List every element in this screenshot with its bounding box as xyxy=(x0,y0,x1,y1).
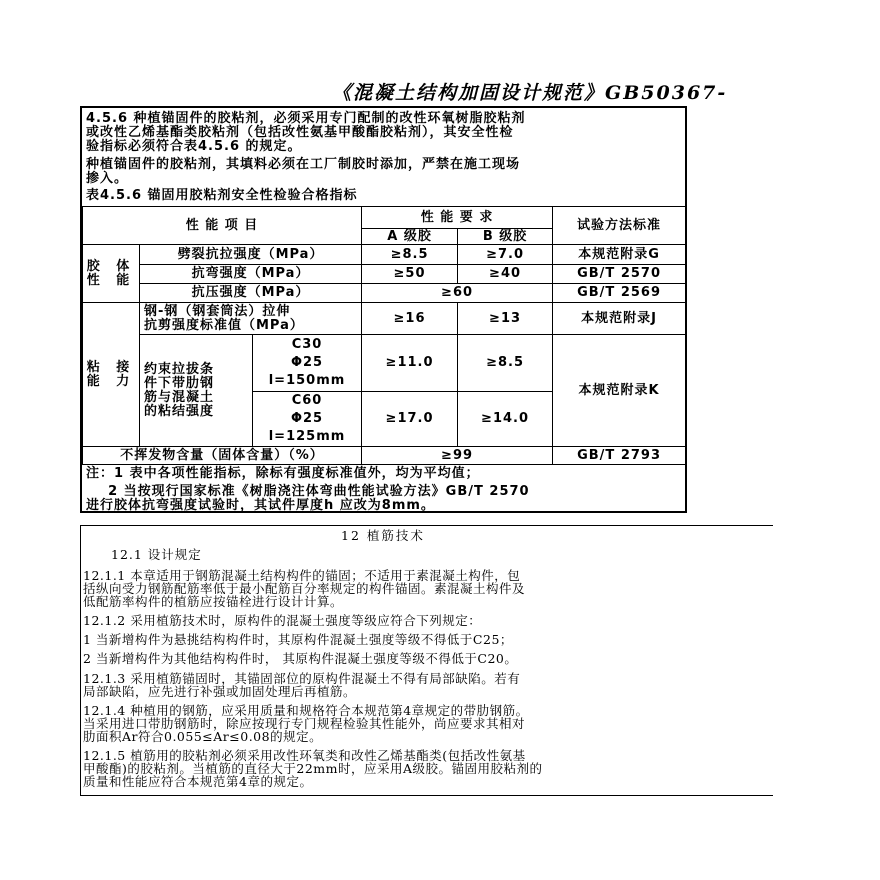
header-grade-b: B 级胶 xyxy=(458,229,553,245)
test-method: GB/T 2569 xyxy=(553,284,686,303)
table-row xyxy=(83,303,686,335)
clause-12-1-4-line3: 肋面积Ar符合0.055≤Ar≤0.08的规定。 xyxy=(83,729,323,744)
clause-12-1-3-line2: 局部缺陷，应先进行补强或加固处理后再植筋。 xyxy=(83,684,357,699)
table-header-row xyxy=(83,207,686,229)
group-adhesive-properties xyxy=(83,245,140,303)
clause-4-5-6-line1: 4.5.6 种植锚固件的胶粘剂，必须采用专门配制的改性环氧树脂胶粘剂 xyxy=(86,111,526,126)
rebar-planting-section xyxy=(80,525,773,796)
table-caption: 表4.5.6 锚固用胶粘剂安全性检验合格指标 xyxy=(86,188,358,203)
table-row xyxy=(83,245,686,265)
header-test-method: 试验方法标准 xyxy=(553,207,686,245)
row-name: 劈裂抗拉强度（MPa） xyxy=(140,245,362,265)
group-label: 粘 接 xyxy=(86,359,136,375)
clause-12-1-5-line2: 甲酸酯)的胶粘剂。当植筋的直径大于22mm时，应采用A级胶。锚固用胶粘剂的 xyxy=(83,761,543,776)
document-title: 《混凝土结构加固设计规范》GB50367- xyxy=(332,82,728,102)
condition-line: l=150mm xyxy=(268,373,346,388)
condition-line: l=125mm xyxy=(268,429,346,444)
clause-12-1-5-line3: 质量和性能应符合本规范第4章的规定。 xyxy=(83,774,313,789)
group-label: 能 力 xyxy=(86,373,136,389)
clause-12-1-2-item1: 1 当新增构件为悬挑结构构件时，其原构件混凝土强度等级不得低于C25； xyxy=(83,632,513,647)
condition-line: C30 xyxy=(291,337,323,352)
condition-c30 xyxy=(253,335,362,392)
group-bond-capacity xyxy=(83,303,140,447)
test-method: 本规范附录K xyxy=(553,335,686,447)
value-a: ≥17.0 xyxy=(362,392,458,447)
row-name xyxy=(140,335,253,447)
condition-c60 xyxy=(253,392,362,447)
header-item: 性 能 项 目 xyxy=(83,207,362,245)
clause-12-1-1-line3: 低配筋率构件的植筋应按锚栓进行设计计算。 xyxy=(83,594,344,609)
value-ab: ≥99 xyxy=(362,447,553,465)
table-row xyxy=(83,447,686,465)
test-method: 本规范附录J xyxy=(553,303,686,335)
filler-rule-line1: 种植锚固件的胶粘剂，其填料必须在工厂制胶时添加，严禁在施工现场 xyxy=(86,157,521,172)
group-label: 胶 体 xyxy=(86,258,136,274)
value-a: ≥50 xyxy=(362,265,458,284)
value-b: ≥13 xyxy=(458,303,553,335)
row-name-line: 件下带肋钢 xyxy=(144,375,215,391)
clause-12-1-2-item2: 2 当新增构件为其他结构构件时， 其原构件混凝土强度等级不得低于C20。 xyxy=(83,651,518,666)
filler-rule-line2: 掺入。 xyxy=(86,171,129,186)
clause-12-1-2-line1: 12.1.2 采用植筋技术时，原构件的混凝土强度等级应符合下列规定： xyxy=(83,613,482,628)
row-name-line: 约束拉拔条 xyxy=(144,361,215,377)
table-row xyxy=(83,335,686,392)
table-row xyxy=(83,265,686,284)
value-ab: ≥60 xyxy=(362,284,553,303)
row-name-line: 钢-钢（钢套筒法）拉伸 xyxy=(144,303,291,319)
row-name-line: 的粘结强度 xyxy=(144,403,215,419)
condition-line: C60 xyxy=(291,393,323,408)
clause-12-1-4-line2: 当采用进口带肋钢筋时，除应按现行专门规程检验其性能外，尚应要求其相对 xyxy=(83,716,526,731)
value-b: ≥40 xyxy=(458,265,553,284)
test-method: GB/T 2570 xyxy=(553,265,686,284)
row-name: 不挥发物含量（固体含量）（%） xyxy=(83,447,362,465)
row-name-line: 筋与混凝土 xyxy=(144,389,215,405)
group-label: 性 能 xyxy=(86,272,136,288)
value-b: ≥14.0 xyxy=(458,392,553,447)
header-grade-a: A 级胶 xyxy=(362,229,458,245)
section-title: 12.1 设计规定 xyxy=(111,547,202,562)
clause-12-1-4-line1: 12.1.4 种植用的钢筋，应采用质量和规格符合本规范第4章规定的带肋钢筋。 xyxy=(83,703,529,718)
table-note-1: 注：1 表中各项性能指标，除标有强度标准值外，均为平均值； xyxy=(86,466,480,481)
clause-12-1-1-line2: 括纵向受力钢筋配筋率低于最小配筋百分率规定的构件锚固。素混凝土构件及 xyxy=(83,581,526,596)
test-method: GB/T 2793 xyxy=(553,447,686,465)
adhesive-spec-table xyxy=(82,206,686,465)
test-method: 本规范附录G xyxy=(553,245,686,265)
table-note-2-line1: 2 当按现行国家标准《树脂浇注体弯曲性能试验方法》GB/T 2570 xyxy=(86,484,530,499)
row-name-line: 抗剪强度标准值（MPa） xyxy=(144,317,304,333)
clause-12-1-5-line1: 12.1.5 植筋用的胶粘剂必须采用改性环氧类和改性乙烯基酯类(包括改性氨基 xyxy=(83,748,526,763)
value-b: ≥7.0 xyxy=(458,245,553,265)
row-name xyxy=(140,303,362,335)
row-name: 抗压强度（MPa） xyxy=(140,284,362,303)
value-b: ≥8.5 xyxy=(458,335,553,392)
chapter-title: 12 植筋技术 xyxy=(341,528,425,543)
value-a: ≥11.0 xyxy=(362,335,458,392)
row-name: 抗弯强度（MPa） xyxy=(140,265,362,284)
adhesive-spec-section xyxy=(80,106,687,513)
clause-4-5-6-line3: 验指标必须符合表4.5.6 的规定。 xyxy=(86,139,302,154)
clause-12-1-3-line1: 12.1.3 采用植筋锚固时，其锚固部位的原构件混凝土不得有局部缺陷。若有 xyxy=(83,671,521,686)
clause-4-5-6-line2: 或改性乙烯基酯类胶粘剂（包括改性氨基甲酸酯胶粘剂），其安全性检 xyxy=(86,125,514,140)
table-row xyxy=(83,284,686,303)
table-note-2-line2: 进行胶体抗弯强度试验时，其试件厚度h 应改为8mm。 xyxy=(86,498,435,513)
value-a: ≥8.5 xyxy=(362,245,458,265)
condition-line: Φ25 xyxy=(290,355,324,370)
condition-line: Φ25 xyxy=(290,411,324,426)
clause-12-1-1-line1: 12.1.1 本章适用于钢筋混凝土结构构件的锚固；不适用于素混凝土构件，包 xyxy=(83,568,521,583)
value-a: ≥16 xyxy=(362,303,458,335)
header-requirement: 性 能 要 求 xyxy=(362,207,553,229)
